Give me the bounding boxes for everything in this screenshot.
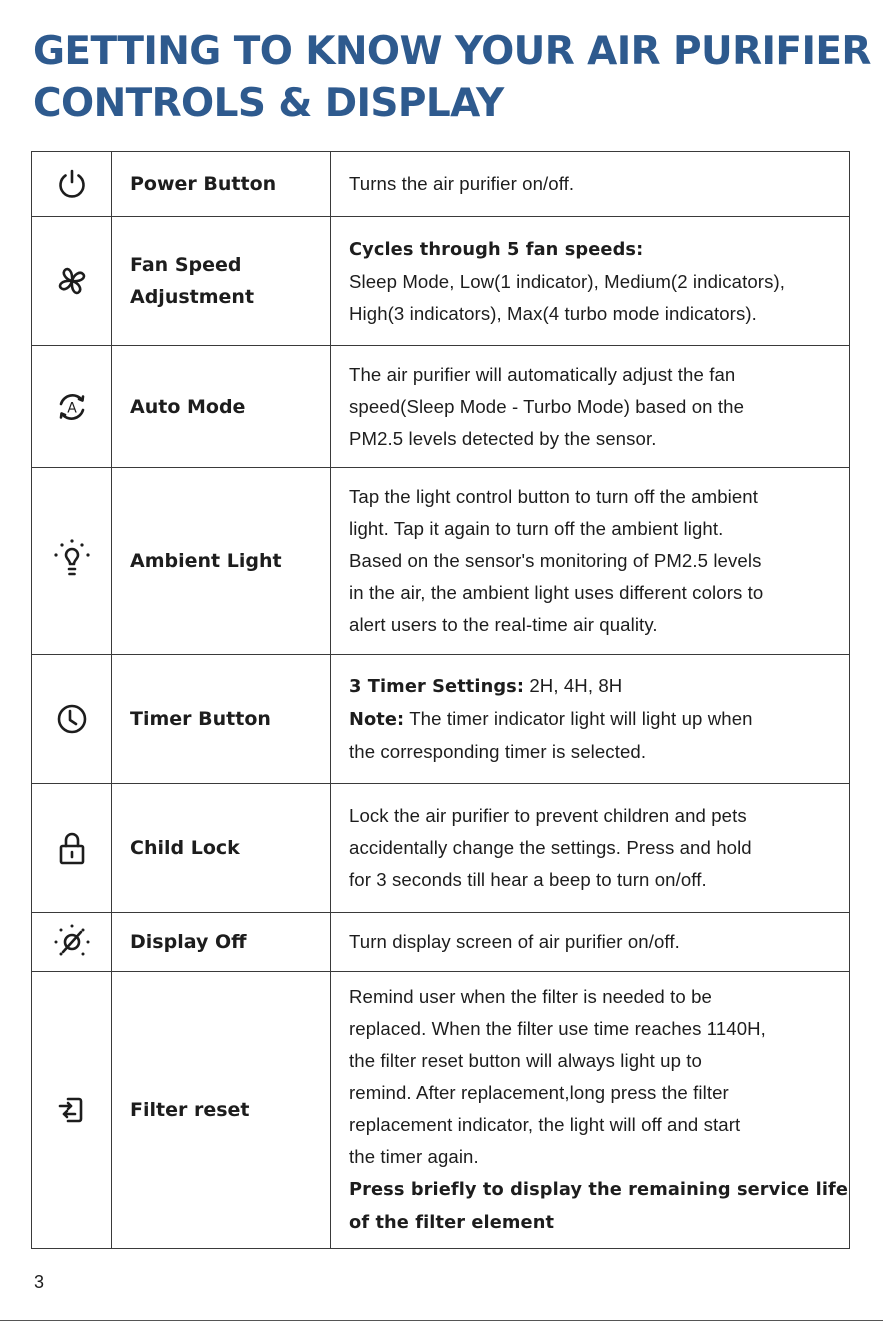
control-description xyxy=(331,655,850,784)
description-text: alert users to the real-time air quality. xyxy=(349,614,658,635)
auto-mode-icon xyxy=(55,390,89,424)
description-text: The timer indicator light will light up when xyxy=(404,708,753,729)
control-name xyxy=(112,346,331,468)
control-row xyxy=(32,655,850,784)
control-row xyxy=(32,468,850,655)
page-number: 3 xyxy=(34,1272,45,1292)
description-line xyxy=(349,1109,839,1141)
description-line xyxy=(349,981,839,1013)
control-row xyxy=(32,152,850,217)
description-line xyxy=(349,481,839,513)
control-icon-cell xyxy=(32,655,112,784)
description-line xyxy=(349,670,839,703)
controls-table-body xyxy=(32,152,850,1249)
control-icon-cell xyxy=(32,346,112,468)
description-text: Lock the air purifier to prevent children and pets xyxy=(349,805,747,826)
control-row xyxy=(32,217,850,346)
control-description xyxy=(331,468,850,655)
fan-icon xyxy=(55,264,89,298)
description-text: speed(Sleep Mode - Turbo Mode) based on the xyxy=(349,395,745,417)
description-text: Sleep Mode, Low(1 indicator), Medium(2 indicators), xyxy=(349,270,786,292)
description-bold-label: 3 Timer Settings: xyxy=(349,676,525,697)
description-line xyxy=(349,168,839,200)
description-text: remind. After replacement,long press the filter xyxy=(349,1082,729,1103)
description-line xyxy=(349,577,839,609)
description-line xyxy=(349,1077,839,1109)
description-text: in the air, the ambient light uses different colors to xyxy=(349,582,764,603)
description-text: 2H, 4H, 8H xyxy=(524,675,623,696)
control-name-line: Auto Mode xyxy=(130,395,246,418)
description-text: Based on the sensor's monitoring of PM2.5 levels xyxy=(349,550,762,571)
description-line xyxy=(349,298,839,330)
control-name-line: Adjustment xyxy=(130,286,255,308)
control-name-line: Filter reset xyxy=(130,1099,250,1121)
description-line xyxy=(349,864,839,896)
description-text: Turns the air purifier on/off. xyxy=(349,173,575,194)
control-icon-cell xyxy=(32,913,112,972)
description-bold-label: of the filter element xyxy=(349,1212,555,1233)
description-line xyxy=(349,545,839,577)
control-name xyxy=(112,217,331,346)
control-icon-cell xyxy=(32,152,112,217)
control-name-line: Child Lock xyxy=(130,837,240,859)
description-text: accidentally change the settings. Press and hold xyxy=(349,837,752,858)
description-text: Turn display screen of air purifier on/off. xyxy=(349,931,680,952)
clock-icon xyxy=(55,702,89,736)
control-icon-cell xyxy=(32,217,112,346)
control-name-line: Timer Button xyxy=(130,708,271,730)
control-icon-cell xyxy=(32,468,112,655)
control-name-line: Ambient Light xyxy=(130,550,282,572)
control-name-line: Display Off xyxy=(130,931,247,953)
control-description xyxy=(331,346,850,468)
lock-icon xyxy=(56,830,88,866)
description-bold-label: Cycles through 5 fan speeds: xyxy=(349,238,644,260)
description-line xyxy=(349,736,839,768)
control-description xyxy=(331,913,850,972)
title-line-1: GETTING TO KNOW YOUR AIR PURIFIER xyxy=(33,29,871,74)
control-row xyxy=(32,972,850,1249)
title-line-2: CONTROLS & DISPLAY xyxy=(33,81,504,126)
description-text: light. Tap it again to turn off the ambient light. xyxy=(349,518,724,539)
control-name xyxy=(112,468,331,655)
description-line xyxy=(349,233,839,266)
control-row xyxy=(32,913,850,972)
description-line xyxy=(349,513,839,545)
description-bold-label: Press briefly to display the remaining service life xyxy=(349,1179,849,1200)
control-name xyxy=(112,152,331,217)
description-line xyxy=(349,800,839,832)
control-name xyxy=(112,655,331,784)
control-description xyxy=(331,784,850,913)
description-line xyxy=(349,359,839,391)
description-line xyxy=(349,266,839,298)
description-line xyxy=(349,832,839,864)
description-text: replaced. When the filter use time reaches 1140H, xyxy=(349,1018,766,1039)
control-row xyxy=(32,346,850,468)
control-name xyxy=(112,784,331,913)
description-text: High(3 indicators), Max(4 turbo mode indicators). xyxy=(349,302,757,324)
control-name xyxy=(112,972,331,1249)
description-line xyxy=(349,423,839,455)
controls-table xyxy=(31,151,850,1249)
control-description xyxy=(331,152,850,217)
description-text: the corresponding timer is selected. xyxy=(349,741,647,762)
control-description xyxy=(331,217,850,346)
bottom-divider xyxy=(0,1320,883,1321)
control-name-line: Power Button xyxy=(130,173,277,195)
description-text: for 3 seconds till hear a beep to turn on/off. xyxy=(349,869,707,890)
control-row xyxy=(32,784,850,913)
light-bulb-icon xyxy=(52,538,92,584)
control-icon-cell xyxy=(32,784,112,913)
description-text: replacement indicator, the light will off and start xyxy=(349,1114,741,1135)
description-line xyxy=(349,1013,839,1045)
description-text: the timer again. xyxy=(349,1146,479,1167)
description-line xyxy=(349,1173,849,1206)
description-line xyxy=(349,926,839,958)
description-line xyxy=(349,1141,839,1173)
control-icon-cell xyxy=(32,972,112,1249)
control-name-line: Fan Speed xyxy=(130,254,242,276)
filter-reset-icon xyxy=(55,1093,89,1127)
description-text: the filter reset button will always light up to xyxy=(349,1050,702,1071)
power-icon xyxy=(55,167,89,201)
description-line xyxy=(349,703,839,736)
description-text: Tap the light control button to turn off the ambient xyxy=(349,486,759,507)
svg-text:A: A xyxy=(66,400,77,416)
description-line xyxy=(349,609,839,641)
description-line xyxy=(349,1045,839,1077)
description-text: PM2.5 levels detected by the sensor. xyxy=(349,427,657,449)
control-description xyxy=(331,972,850,1249)
description-line xyxy=(349,1206,839,1239)
description-line xyxy=(349,391,839,423)
display-off-icon xyxy=(52,922,92,962)
description-bold-label: Note: xyxy=(349,709,405,730)
control-name xyxy=(112,913,331,972)
description-text: The air purifier will automatically adjust the fan xyxy=(349,363,736,385)
page-title xyxy=(33,26,871,130)
description-text: Remind user when the filter is needed to be xyxy=(349,986,712,1007)
